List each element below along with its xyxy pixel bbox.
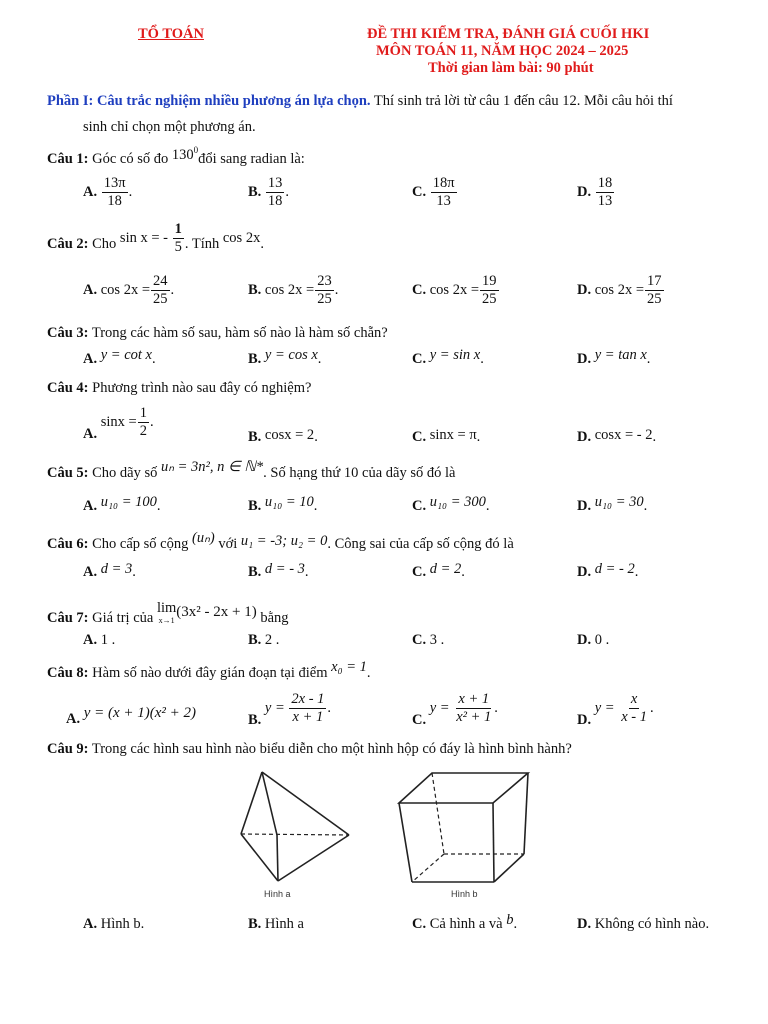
q7-c-value: 3 . bbox=[429, 632, 445, 648]
q8-label: Câu 8: bbox=[47, 665, 89, 681]
q1-c-letter: C. bbox=[412, 184, 427, 201]
q9-option-c[interactable]: C. Cả hình a và b. bbox=[412, 912, 518, 932]
q8-b-den: x + 1 bbox=[292, 709, 324, 726]
question-9 bbox=[47, 741, 572, 758]
figure-a-caption: Hình a bbox=[264, 889, 291, 899]
q7-text1: Giá trị của bbox=[88, 609, 157, 626]
q1-deg-value: 130 bbox=[171, 146, 194, 163]
q2-a-letter: A. bbox=[83, 282, 98, 299]
q4-option-c[interactable]: C. sinx = π. bbox=[412, 427, 481, 445]
q8-b-letter: B. bbox=[248, 712, 262, 729]
q9-label: Câu 9: bbox=[47, 741, 89, 757]
q7-b-letter: B. bbox=[248, 632, 262, 648]
q7-expr: (3x² - 2x + 1) bbox=[176, 603, 257, 620]
q3-option-b[interactable]: B. y = cos x. bbox=[248, 347, 322, 367]
q5-d-value: u₁₀ = 30 bbox=[594, 494, 644, 510]
q6-text1: Cho cấp số cộng bbox=[88, 536, 192, 552]
q2-given bbox=[119, 221, 185, 256]
q1-c-num: 18π bbox=[431, 176, 457, 193]
q8-option-b[interactable]: B. y = $\frac{2x - 1}{x + 1}$ . bbox=[248, 691, 332, 729]
q5-option-a[interactable]: A. u₁₀ = 100. bbox=[83, 494, 161, 514]
q2-label: Câu 2: bbox=[47, 236, 89, 253]
q1-label: Câu 1: bbox=[47, 150, 89, 167]
q2-b-letter: B. bbox=[248, 282, 262, 299]
q7-a-value: 1 . bbox=[100, 632, 116, 648]
q3-option-d[interactable]: D. y = tan x. bbox=[577, 347, 651, 367]
q9-c-value: Cả hình a và bbox=[429, 916, 507, 932]
q2-option-a[interactable]: A. cos 2x = $\frac{24}{25}$ . bbox=[83, 273, 175, 308]
q5-formula: uₙ = 3n², n ∈ ℕ* bbox=[161, 459, 264, 475]
q6-a-letter: A. bbox=[83, 564, 98, 580]
q1-option-a[interactable]: A. $\frac{13\pi}{18}$ . bbox=[83, 175, 133, 210]
question-3 bbox=[47, 325, 388, 342]
q4-a-num: 1 bbox=[138, 406, 149, 423]
q5-c-letter: C. bbox=[412, 498, 427, 514]
q2-c-num: 19 bbox=[480, 274, 499, 291]
q8-point: x₀ = 1 bbox=[331, 659, 367, 675]
q2-b-num: 23 bbox=[315, 274, 334, 291]
q6-label: Câu 6: bbox=[47, 536, 89, 552]
q7-c-letter: C. bbox=[412, 632, 427, 648]
q6-c-value: d = 2 bbox=[429, 561, 462, 577]
q1-option-b[interactable]: B. $\frac{13}{18}$ . bbox=[248, 175, 290, 210]
q2-a-den: 25 bbox=[153, 291, 168, 308]
q2-ask: cos 2x bbox=[222, 230, 261, 247]
q2-d-num: 17 bbox=[645, 274, 664, 291]
q7-label: Câu 7: bbox=[47, 609, 89, 626]
q3-label: Câu 3: bbox=[47, 325, 89, 341]
q2-c-lhs: cos 2x = bbox=[429, 282, 479, 299]
question-7 bbox=[47, 600, 289, 631]
q9-d-letter: D. bbox=[577, 916, 592, 932]
q6-b-letter: B. bbox=[248, 564, 262, 580]
part1-instr1: Thí sinh trả lời từ câu 1 đến câu 12. Mỗi câu hỏi thí bbox=[370, 93, 673, 109]
q1-deg-sup: 0 bbox=[193, 145, 199, 155]
q7-lim bbox=[157, 600, 176, 625]
q4-c-letter: C. bbox=[412, 429, 427, 445]
q4-d-value: cosx = - 2 bbox=[594, 427, 653, 443]
q6-d-value: d = - 2 bbox=[594, 561, 635, 577]
q2-b-lhs: cos 2x = bbox=[264, 282, 315, 299]
q6-text3: . Công sai của cấp số cộng đó là bbox=[327, 536, 514, 552]
q6-option-c[interactable]: C. d = 2. bbox=[412, 561, 465, 580]
q5-b-value: u₁₀ = 10 bbox=[264, 494, 314, 510]
dept-name: TỔ TOÁN bbox=[138, 26, 204, 42]
q3-a-value: y = cot x bbox=[100, 347, 152, 363]
q6-c-letter: C. bbox=[412, 564, 427, 580]
q2-sin-lhs: sin x = - bbox=[119, 230, 168, 247]
q8-c-letter: C. bbox=[412, 712, 427, 729]
q9-option-d[interactable] bbox=[577, 916, 709, 933]
q1-text1: Góc có số đo bbox=[88, 150, 172, 167]
q5-a-value: u₁₀ = 100 bbox=[100, 494, 157, 510]
q5-d-letter: D. bbox=[577, 498, 592, 514]
q8-a-letter: A. bbox=[66, 711, 81, 727]
q9-c-var: b bbox=[506, 912, 514, 928]
exam-subject: MÔN TOÁN 11, NĂM HỌC 2024 – 2025 bbox=[376, 43, 629, 59]
q7-option-a[interactable] bbox=[83, 632, 115, 649]
q4-b-letter: B. bbox=[248, 429, 262, 445]
q3-option-a[interactable]: A. y = cot x. bbox=[83, 347, 156, 367]
q2-d-den: 25 bbox=[647, 291, 662, 308]
q8-d-den: x - 1 bbox=[621, 709, 647, 726]
q8-d-num: x bbox=[629, 692, 639, 709]
q6-option-d[interactable]: D. d = - 2. bbox=[577, 561, 639, 580]
q2-b-den: 25 bbox=[317, 291, 332, 308]
q9-b-letter: B. bbox=[248, 916, 262, 932]
q3-b-letter: B. bbox=[248, 351, 262, 367]
q3-option-c[interactable]: C. y = sin x. bbox=[412, 347, 484, 367]
q2-a-lhs: cos 2x = bbox=[100, 282, 150, 299]
q1-text2: đổi sang radian là: bbox=[198, 150, 305, 167]
q2-text1: Cho bbox=[88, 236, 120, 253]
question-4 bbox=[47, 380, 311, 397]
q7-lim-word: lim bbox=[156, 600, 177, 616]
q6-seq: (uₙ) bbox=[192, 530, 215, 546]
q9-b-value: Hình a bbox=[264, 916, 304, 932]
q2-a-num: 24 bbox=[151, 274, 170, 291]
q3-c-letter: C. bbox=[412, 351, 427, 367]
q8-a-value: y = (x + 1)(x² + 2) bbox=[83, 705, 197, 721]
question-1 bbox=[47, 145, 305, 168]
q2-sin-num: 1 bbox=[173, 222, 184, 239]
q6-d-letter: D. bbox=[577, 564, 592, 580]
q4-c-value: sinx = π bbox=[429, 427, 477, 443]
q4-d-letter: D. bbox=[577, 429, 592, 445]
question-2: Câu 2: Cho sin x = - $\frac{1}{5}$ . Tính cos 2x. bbox=[47, 221, 264, 256]
q1-b-den: 18 bbox=[267, 193, 283, 210]
part1-instr2: sinh chỉ chọn một phương án. bbox=[83, 119, 256, 135]
q7-d-letter: D. bbox=[577, 632, 592, 648]
q2-text2: . Tính bbox=[184, 236, 223, 253]
q3-d-value: y = tan x bbox=[594, 347, 647, 363]
q6-text2: với bbox=[214, 536, 241, 552]
q8-c-num: x + 1 bbox=[456, 692, 491, 709]
q3-b-value: y = cos x bbox=[264, 347, 318, 363]
q7-text2: bằng bbox=[256, 609, 289, 626]
q6-option-a[interactable]: A. d = 3. bbox=[83, 561, 136, 580]
q4-a-letter: A. bbox=[83, 426, 98, 443]
exam-title: ĐỀ THI KIỂM TRA, ĐÁNH GIÁ CUỐI HKI bbox=[367, 26, 650, 42]
q2-option-c[interactable] bbox=[412, 274, 500, 307]
q4-text: Phương trình nào sau đây có nghiệm? bbox=[88, 380, 312, 396]
q9-d-value: Không có hình nào. bbox=[594, 916, 710, 932]
part1-line1 bbox=[47, 93, 673, 110]
q1-option-d[interactable] bbox=[577, 176, 615, 209]
q9-option-a[interactable] bbox=[83, 916, 144, 933]
question-8: Câu 8: Hàm số nào dưới đây gián đoạn tại điểm x₀ = 1. bbox=[47, 659, 371, 681]
q5-text2: . Số hạng thứ 10 của dãy số đó là bbox=[263, 465, 456, 481]
q6-option-b[interactable]: B. d = - 3. bbox=[248, 561, 309, 580]
q9-c-letter: C. bbox=[412, 916, 427, 932]
q8-b-num: 2x - 1 bbox=[289, 692, 326, 709]
q1-deg bbox=[172, 147, 198, 163]
q1-a-letter: A. bbox=[83, 184, 98, 201]
q7-a-letter: A. bbox=[83, 632, 98, 648]
q8-c-lhs: y = bbox=[429, 700, 450, 717]
q2-option-b[interactable]: B. cos 2x = $\frac{23}{25}$ . bbox=[248, 273, 339, 308]
q9-text: Trong các hình sau hình nào biểu diễn cho một hình hộp có đáy là hình bình hành? bbox=[88, 741, 572, 757]
q2-sin-den: 5 bbox=[174, 239, 182, 256]
q5-text1: Cho dãy số bbox=[88, 465, 161, 481]
q1-b-num: 13 bbox=[266, 176, 285, 193]
q4-option-d[interactable]: D. cosx = - 2. bbox=[577, 427, 657, 445]
q5-b-letter: B. bbox=[248, 498, 262, 514]
q6-b-value: d = - 3 bbox=[264, 561, 305, 577]
q6-a-value: d = 3 bbox=[100, 561, 133, 577]
q1-d-letter: D. bbox=[577, 184, 592, 201]
q1-option-c[interactable] bbox=[412, 176, 458, 209]
q1-a-den: 18 bbox=[107, 193, 122, 210]
q8-d-letter: D. bbox=[577, 712, 592, 729]
q4-label: Câu 4: bbox=[47, 380, 89, 396]
q4-option-a[interactable]: A. sinx = $\frac{1}{2}$ . bbox=[83, 405, 154, 443]
q1-a-num: 13π bbox=[102, 176, 128, 193]
q7-lim-sub: x→1 bbox=[158, 616, 175, 625]
q8-c-den: x² + 1 bbox=[456, 709, 492, 726]
q5-c-value: u₁₀ = 300 bbox=[429, 494, 486, 510]
q1-c-den: 13 bbox=[436, 193, 451, 210]
q7-option-c[interactable] bbox=[412, 632, 444, 649]
question-6 bbox=[47, 530, 514, 553]
q4-b-value: cosx = 2 bbox=[264, 427, 315, 443]
q5-a-letter: A. bbox=[83, 498, 98, 514]
q9-option-b[interactable] bbox=[248, 916, 304, 933]
q9-a-value: Hình b. bbox=[100, 916, 145, 932]
parallelepiped-figure bbox=[396, 770, 556, 888]
q7-option-d[interactable] bbox=[577, 632, 609, 649]
q8-option-d[interactable]: D. y = $\frac{x}{x - 1}$ . bbox=[577, 691, 654, 729]
q4-a-lhs: sinx = bbox=[100, 414, 137, 431]
q5-option-c[interactable]: C. u₁₀ = 300. bbox=[412, 494, 490, 514]
q8-b-lhs: y = bbox=[264, 700, 285, 717]
q3-a-letter: A. bbox=[83, 351, 98, 367]
q7-option-b[interactable] bbox=[248, 632, 279, 649]
q8-option-c[interactable]: C. y = $\frac{x + 1}{\text{x² + 1}}$ . bbox=[412, 691, 498, 729]
q3-text: Trong các hàm số sau, hàm số nào là hàm số chẵn? bbox=[88, 325, 388, 341]
q1-d-num: 18 bbox=[596, 176, 615, 193]
q4-a-den: 2 bbox=[139, 423, 147, 440]
q1-d-den: 13 bbox=[597, 193, 613, 210]
part1-title: Phần I: Câu trắc nghiệm nhiều phương án lựa chọn. bbox=[47, 93, 371, 109]
q6-cond: u₁ = -3; u₂ = 0 bbox=[240, 533, 328, 549]
q2-d-lhs: cos 2x = bbox=[594, 282, 644, 299]
q1-b-letter: B. bbox=[248, 184, 262, 201]
q8-option-a[interactable] bbox=[66, 705, 197, 727]
q5-option-b[interactable]: B. u₁₀ = 10. bbox=[248, 494, 318, 514]
q5-label: Câu 5: bbox=[47, 465, 89, 481]
q3-d-letter: D. bbox=[577, 351, 592, 367]
q2-option-d[interactable] bbox=[577, 274, 665, 307]
q4-option-b[interactable]: B. cosx = 2. bbox=[248, 427, 318, 445]
question-5 bbox=[47, 459, 456, 482]
figure-b-caption: Hình b bbox=[451, 889, 478, 899]
tetrahedron-figure bbox=[232, 768, 354, 888]
q9-a-letter: A. bbox=[83, 916, 98, 932]
q3-c-value: y = sin x bbox=[429, 347, 481, 363]
q2-c-letter: C. bbox=[412, 282, 427, 299]
q8-d-lhs: y = bbox=[594, 700, 615, 717]
q7-d-value: 0 . bbox=[594, 632, 610, 648]
exam-time: Thời gian làm bài: 90 phút bbox=[428, 60, 594, 76]
q2-d-letter: D. bbox=[577, 282, 592, 299]
q8-text1: Hàm số nào dưới đây gián đoạn tại điểm bbox=[88, 665, 332, 681]
q2-c-den: 25 bbox=[482, 291, 497, 308]
q5-option-d[interactable]: D. u₁₀ = 30. bbox=[577, 494, 648, 514]
q7-b-value: 2 . bbox=[264, 632, 280, 648]
